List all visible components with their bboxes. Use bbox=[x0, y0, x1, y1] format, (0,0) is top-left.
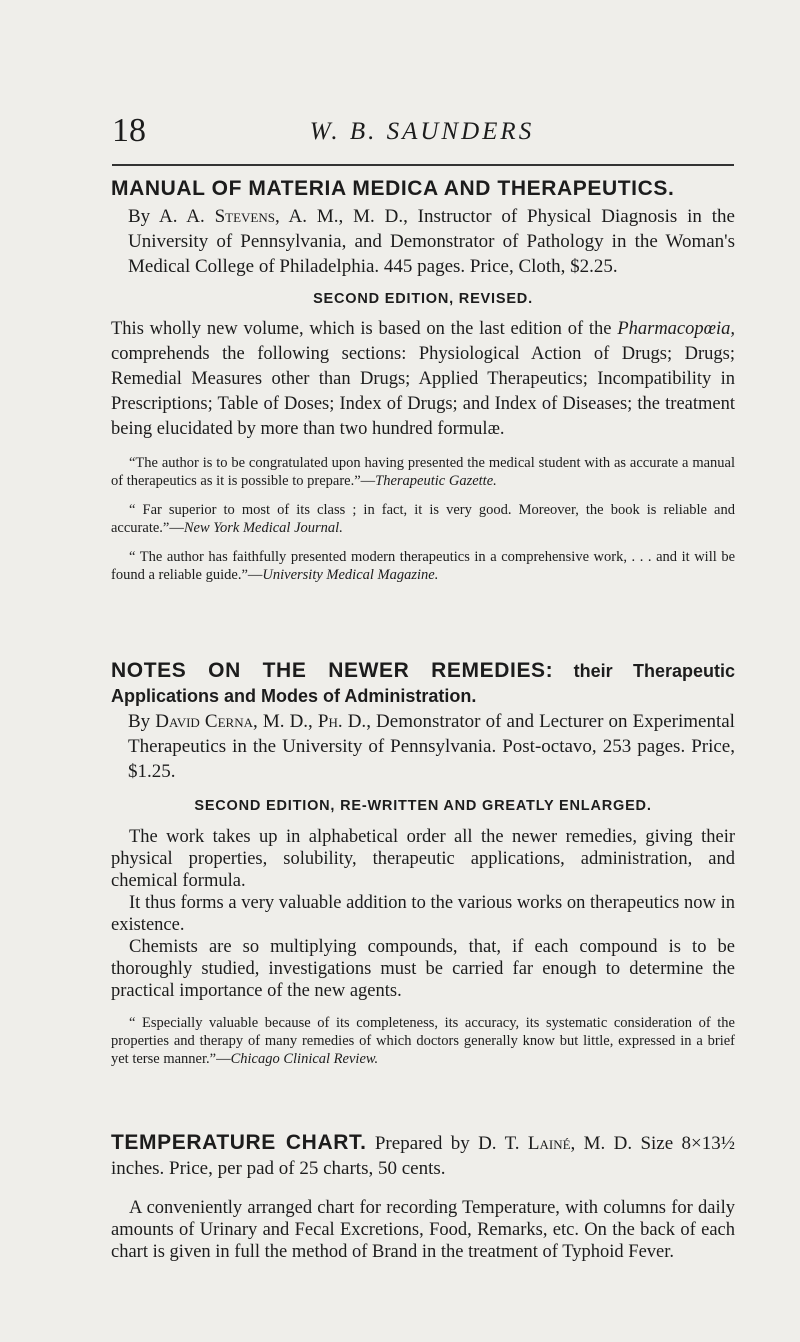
italic-title: Pharmacopœia, bbox=[617, 319, 735, 339]
entry-newer-remedies bbox=[111, 658, 735, 1068]
entry-description: This wholly new volume, which is based on the last edition of the Pharmacopœia, comprehends the following sections: Physiological Action of Drugs; Drugs; Remedial Measures other than Drugs; Applied Therapeutics; Incompatibility in Prescriptions; Table of Doses; Index of Drugs; and Index of Diseases; the treatment being elucidated by more than two hundred formulæ. bbox=[111, 319, 735, 439]
entry-heading: TEMPERATURE CHART. Prepared by D. T. Lainé, M. D. Size 8×13½ inches. Price, per pad of 25 charts, 50 cents. bbox=[111, 1131, 735, 1179]
review-quote: “The author is to be congratulated upon having presented the medical student with as accurate a manual of therapeutics as it is possible to prepare.”—Therapeutic Gazette. bbox=[111, 455, 735, 489]
page-number: 18 bbox=[112, 112, 146, 149]
header-rule bbox=[112, 164, 734, 166]
entry-paragraph: It thus forms a very valuable addition to the various works on therapeutics now in existence. bbox=[111, 893, 735, 935]
entry-title: NOTES ON THE NEWER REMEDIES: bbox=[111, 659, 554, 682]
review-quote: “ The author has faithfully presented modern therapeutics in a comprehensive work, . . . and it will be found a reliable guide.”—University Medical Magazine. bbox=[111, 549, 735, 583]
author-name: Stevens bbox=[214, 206, 275, 227]
entry-heading bbox=[111, 176, 735, 279]
review-quote: “ Especially valuable because of its completeness, its accuracy, its systematic consideration of the properties and therapy of many remedies of which doctors generally know but little, expressed in a brief yet terse manner.”—Chicago Clinical Review. bbox=[111, 1015, 735, 1067]
review-source: Chicago Clinical Review. bbox=[230, 1051, 379, 1067]
running-head bbox=[112, 112, 732, 152]
entry-paragraph: Chemists are so multiplying compounds, that, if each compound is to be thoroughly studied, investigations must be carried far enough to determine the practical importance of the new agents. bbox=[111, 937, 735, 1001]
entry-temperature-chart bbox=[111, 1130, 735, 1263]
entry-paragraph: The work takes up in alphabetical order all the newer remedies, giving their physical properties, solubility, therapeutic applications, administration, and chemical formula. bbox=[111, 827, 735, 891]
author-name: David Cerna bbox=[155, 711, 253, 732]
entry-paragraph: A conveniently arranged chart for recording Temperature, with columns for daily amounts of Urinary and Fecal Excretions, Food, Remarks, etc. On the back of each chart is given in full the method of Brand in the treatment of Typhoid Fever. bbox=[111, 1198, 735, 1262]
author-name: Lainé bbox=[527, 1133, 571, 1154]
entry-heading bbox=[111, 658, 735, 784]
entry-subtitle: their Therapeutic Applications and Modes of Administration. bbox=[111, 661, 736, 706]
review-quote: “ Far superior to most of its class ; in fact, it is very good. Moreover, the book is reliable and accurate.”—New York Medical Journal. bbox=[111, 502, 735, 536]
review-source: New York Medical Journal. bbox=[183, 520, 343, 536]
entry-byline: By David Cerna, M. D., Ph. D., Demonstrator of and Lecturer on Experimental Therapeutics in the University of Pennsylvania. Post-octavo, 253 pages. Price, $1.25. bbox=[128, 711, 735, 782]
publisher-name: W. B. SAUNDERS bbox=[309, 118, 535, 145]
entry-byline: By A. A. Stevens, A. M., M. D., Instructor of Physical Diagnosis in the University of Pennsylvania, and Demonstrator of Pathology in the Woman's Medical College of Philadelphia. 445 pages. Price, Cloth, $2.25. bbox=[128, 206, 735, 277]
author-degree: Ph. D. bbox=[317, 711, 367, 732]
entry-title: MANUAL OF MATERIA MEDICA AND THERAPEUTICS. bbox=[111, 177, 675, 200]
edition-note: SECOND EDITION, RE-WRITTEN AND GREATLY ENLARGED. bbox=[194, 798, 652, 814]
review-source: University Medical Magazine. bbox=[262, 567, 439, 583]
entry-materia-medica bbox=[111, 176, 735, 584]
entry-title: TEMPERATURE CHART. bbox=[111, 1131, 367, 1154]
review-source: Therapeutic Gazette. bbox=[375, 473, 497, 489]
edition-note: SECOND EDITION, REVISED. bbox=[313, 291, 533, 307]
